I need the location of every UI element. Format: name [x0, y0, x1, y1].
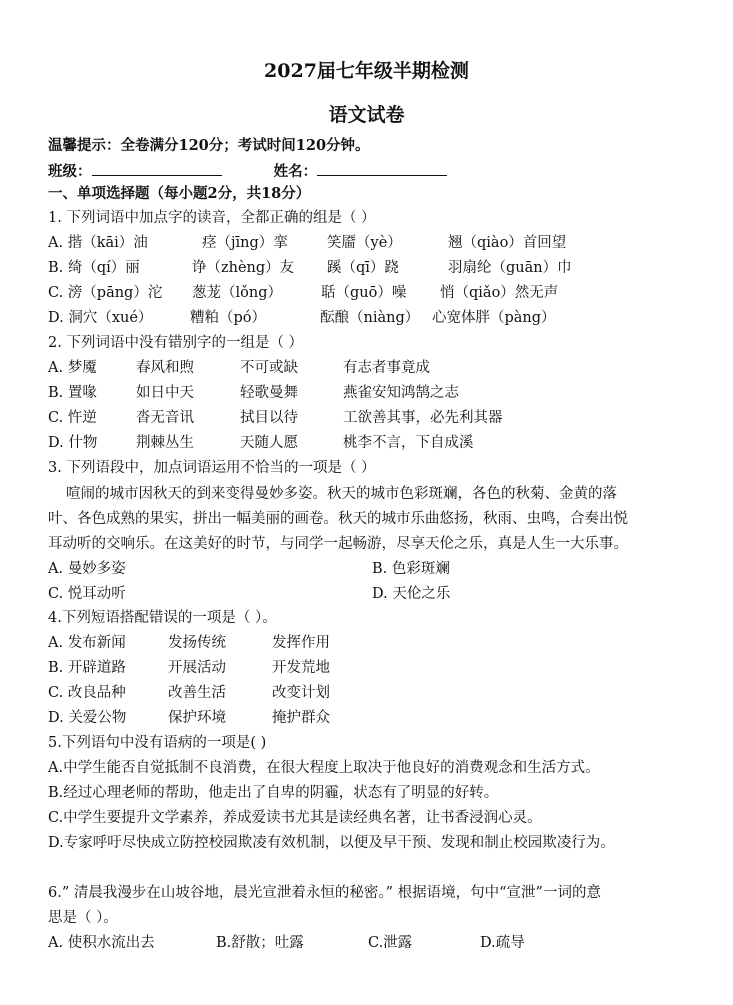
name-label: 姓名：	[273, 163, 318, 180]
q2-option-cell: 燕雀安知鸿鹄之志	[343, 385, 459, 401]
q3-stem: 3. 下列语段中，加点词语运用不恰当的一项是（ ）	[48, 460, 376, 476]
q5-option: B.经过心理老师的帮助，他走出了自卑的阴霾，状态有了明显的好转。	[48, 785, 499, 801]
q4-option-cell: 改善生活	[168, 685, 226, 701]
q2-stem: 2. 下列词语中没有错别字的一组是（ ）	[48, 335, 304, 351]
q1-option-cell: 酝酿（niàng）	[320, 310, 420, 326]
q1-option-cell: A. 揩（kāi）油	[48, 235, 148, 251]
q3-option: D. 天伦之乐	[372, 586, 451, 602]
notice: 温馨提示：全卷满分120分；考试时间120分钟。	[48, 137, 370, 154]
q1-option-cell: 糟粕（pó）	[190, 310, 267, 326]
q4-option-cell: 掩护群众	[272, 710, 330, 726]
q1-option-cell: 葱茏（lǒng）	[192, 285, 282, 301]
q6-stem-continued: 思是（ ）。	[48, 910, 118, 926]
q1-option-cell: 蹊（qī）跷	[327, 260, 399, 276]
q6-option: B.舒散；吐露	[216, 935, 304, 951]
q6-option: C.泄露	[368, 935, 413, 951]
q2-option-cell: 荆棘丛生	[136, 435, 194, 451]
q3-option: B. 色彩斑斓	[372, 561, 450, 577]
q5-option: A.中学生能否自觉抵制不良消费，在很大程度上取决于他良好的消费观念和生活方式。	[48, 760, 600, 776]
q4-option-cell: D. 关爱公物	[48, 710, 127, 726]
q3-passage-line: 叶、各色成熟的果实，拼出一幅美丽的画卷。秋天的城市乐曲悠扬，秋雨、虫鸣，合奏出悦	[48, 511, 628, 527]
q4-stem: 4.下列短语搭配错误的一项是（ ）。	[48, 610, 277, 626]
q2-option-cell: 春风和煦	[136, 360, 194, 376]
class-label: 班级：	[48, 163, 92, 180]
q2-option-cell: 有志者事竟成	[343, 360, 430, 376]
q1-option-cell: 笑靥（yè）	[327, 235, 402, 251]
q6-option: A. 使积水流出去	[48, 935, 155, 951]
name-blank	[317, 161, 447, 176]
q1-stem: 1. 下列词语中加点字的读音，全都正确的组是（ ）	[48, 210, 376, 226]
q1-option-cell: 悄（qiǎo）然无声	[440, 285, 559, 301]
q5-option: D.专家呼吁尽快成立防控校园欺凌有效机制，以便及早干预、发现和制止校园欺凌行为。	[48, 835, 615, 851]
q2-option-cell: 轻歌曼舞	[240, 385, 298, 401]
q1-option-cell: 翘（qiào）首回望	[448, 235, 567, 251]
q4-option-cell: 开发荒地	[272, 660, 330, 676]
q4-option-cell: 保护环境	[168, 710, 226, 726]
q2-option-cell: 如日中天	[136, 385, 194, 401]
q1-option-cell: 羽扇纶（guān）巾	[448, 260, 572, 276]
q3-passage-line: 耳动听的交响乐。在这美好的时节，与同学一起畅游，尽享天伦之乐，真是人生一大乐事。	[48, 536, 628, 552]
q6-option: D.疏导	[480, 935, 525, 951]
q6-stem: 6.” 清晨我漫步在山坡谷地，晨光宣泄着永恒的秘密。” 根据语境，句中“宣泄”一词的意	[48, 885, 601, 901]
q4-option-cell: 发挥作用	[272, 635, 330, 651]
q2-option-cell: 沓无音讯	[136, 410, 194, 426]
q4-option-cell: B. 开辟道路	[48, 660, 126, 676]
q1-option-cell: 聒（guō）噪	[321, 285, 407, 301]
q2-option-cell: B. 置喙	[48, 385, 97, 401]
q2-option-cell: 不可或缺	[240, 360, 298, 376]
exam-title: 2027届七年级半期检测	[264, 60, 469, 82]
q4-option-cell: 开展活动	[168, 660, 226, 676]
q2-option-cell: A. 梦魇	[48, 360, 97, 376]
q2-option-cell: 桃李不言，下自成溪	[343, 435, 474, 451]
q2-option-cell: 拭目以待	[240, 410, 298, 426]
q3-passage-line: 喧闹的城市因秋天的到来变得曼妙多姿。秋天的城市色彩斑斓，各色的秋菊、金黄的落	[66, 486, 617, 502]
q2-option-cell: C. 忤逆	[48, 410, 97, 426]
q2-option-cell: 天随人愿	[240, 435, 298, 451]
info-fields	[48, 161, 447, 182]
exam-subtitle: 语文试卷	[328, 104, 405, 126]
q1-option-cell: 诤（zhèng）友	[192, 260, 295, 276]
q3-option: C. 悦耳动听	[48, 586, 126, 602]
q2-option-cell: D. 什物	[48, 435, 98, 451]
q5-stem: 5.下列语句中没有语病的一项是( )	[48, 735, 267, 751]
q1-option-cell: 痉（jīng）挛	[202, 235, 288, 251]
q1-option-cell: B. 绮（qí）丽	[48, 260, 140, 276]
q1-option-cell: D. 洞穴（xué）	[48, 310, 153, 326]
q4-option-cell: C. 改良品种	[48, 685, 126, 701]
q1-option-cell: C. 滂（pāng）沱	[48, 285, 163, 301]
q2-option-cell: 工欲善其事，必先利其器	[343, 410, 503, 426]
q3-option: A. 曼妙多姿	[48, 561, 126, 577]
q1-option-cell: 心宽体胖（pàng）	[432, 310, 556, 326]
q4-option-cell: A. 发布新闻	[48, 635, 126, 651]
q5-option: C.中学生要提升文学素养，养成爱读书尤其是读经典名著，让书香浸润心灵。	[48, 810, 542, 826]
q4-option-cell: 改变计划	[272, 685, 330, 701]
class-blank	[92, 161, 222, 176]
section1-heading: 一、单项选择题（每小题2分，共18分）	[48, 185, 311, 202]
q4-option-cell: 发扬传统	[168, 635, 226, 651]
